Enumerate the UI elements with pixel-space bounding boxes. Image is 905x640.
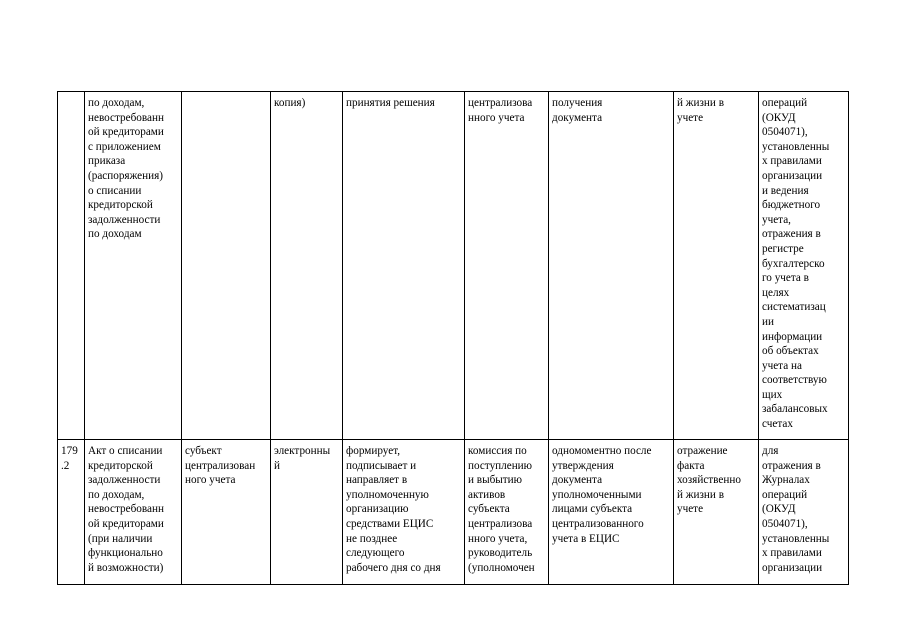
creator-cell: субъект централизован ного учета [182, 440, 271, 585]
row-number-cell [58, 92, 85, 440]
document-name-cell: Акт о списании кредиторской задолженности по доходам, невостребованн ой кредиторами (при наличии функционально й возможности) [85, 440, 182, 585]
row-number-cell: 179 .2 [58, 440, 85, 585]
table-row [58, 440, 849, 585]
recipient-cell: централизова нного учета [465, 92, 549, 440]
deadline-cell: получения документа [549, 92, 674, 440]
usage-cell: для отражения в Журналах операций (ОКУД 0504071), установленны х правилами организации [759, 440, 849, 585]
purpose-cell: отражение факта хозяйственно й жизни в учете [674, 440, 759, 585]
deadline-cell: одномоментно после утверждения документа уполномоченными лицами субъекта централизованного учета в ЕЦИС [549, 440, 674, 585]
table-row [58, 92, 849, 440]
document-name-cell: по доходам, невостребованн ой кредиторами с приложением приказа (распоряжения) о списании кредиторской задолженности по доходам [85, 92, 182, 440]
purpose-cell: й жизни в учете [674, 92, 759, 440]
document-table [57, 91, 849, 585]
action-cell: принятия решения [343, 92, 465, 440]
creator-cell [182, 92, 271, 440]
action-cell: формирует, подписывает и направляет в уполномоченную организацию средствами ЕЦИС не позднее следующего рабочего дня со дня [343, 440, 465, 585]
recipient-cell: комиссия по поступлению и выбытию активов субъекта централизова нного учета, руководитель (уполномочен [465, 440, 549, 585]
usage-cell: операций (ОКУД 0504071), установленны х правилами организации и ведения бюджетного учета, отражения в регистре бухгалтерско го учета в целях систематизац ии информации об объектах учета на соответствую щих забалансовых счетах [759, 92, 849, 440]
form-cell: копия) [271, 92, 343, 440]
form-cell: электронны й [271, 440, 343, 585]
